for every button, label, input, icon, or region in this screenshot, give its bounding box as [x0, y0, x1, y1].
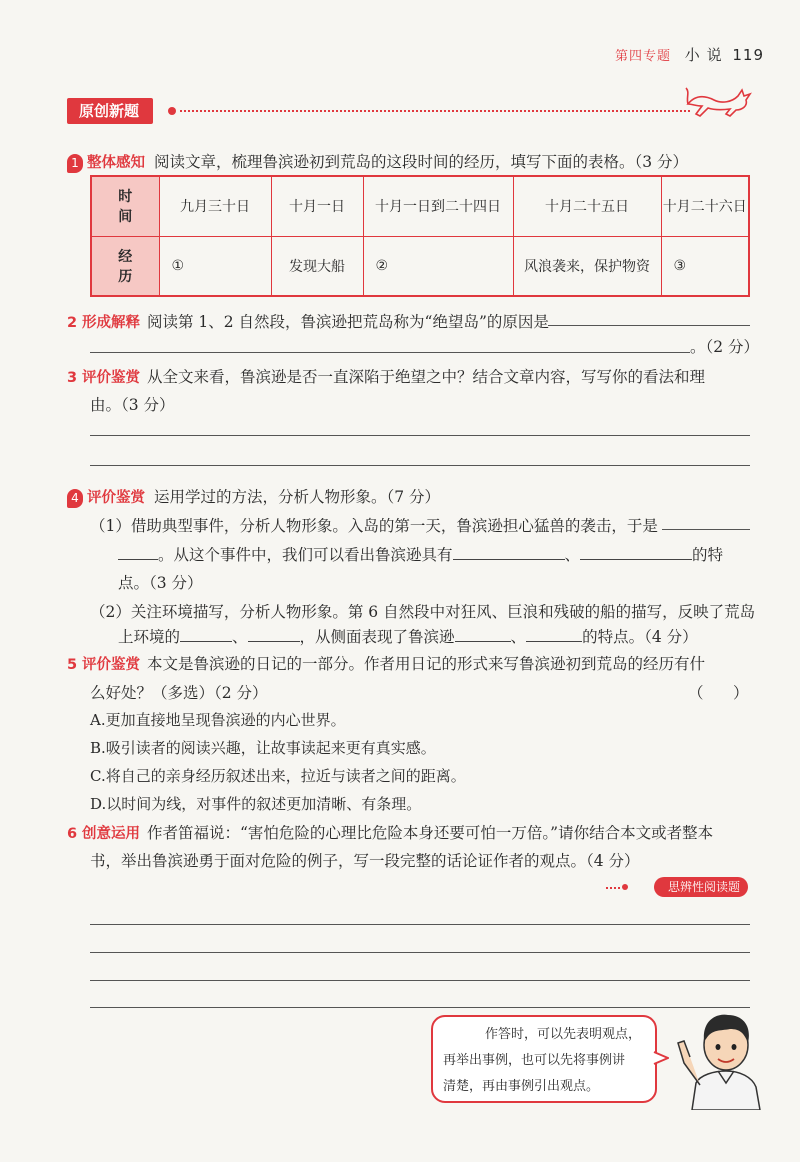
page-number: 119: [732, 46, 764, 64]
banner-dot: [168, 107, 176, 115]
tag-dotted-line: [606, 887, 620, 889]
q2-answer-line[interactable]: [90, 352, 690, 353]
q4-blank[interactable]: [180, 626, 232, 642]
answer-blank-1[interactable]: ①: [159, 236, 271, 296]
q4-blank[interactable]: [453, 544, 565, 560]
page-header: [615, 44, 764, 65]
q5-text-line2: 么好处？（多选）（2 分）: [90, 684, 268, 702]
q4-blank[interactable]: [580, 544, 692, 560]
table-cell: 十月一日到二十四日: [363, 176, 513, 236]
q5-number: 5: [67, 657, 78, 673]
question-3: [67, 365, 705, 387]
table-cell: 风浪袭来，保护物资: [513, 236, 661, 296]
q4-answer-line[interactable]: [662, 529, 750, 530]
q2-answer-line[interactable]: [548, 325, 750, 326]
table-header-experience: 经 历: [91, 236, 159, 296]
section-banner: 原创新题: [67, 98, 153, 124]
q6-answer-line[interactable]: [90, 924, 750, 925]
q3-number: 3: [67, 370, 78, 386]
banner-dotted-line: [180, 110, 690, 112]
table-cell: 十月一日: [271, 176, 363, 236]
q6-answer-line[interactable]: [90, 952, 750, 953]
question-2: [67, 310, 549, 332]
critical-reading-tag: 思辨性阅读题: [654, 877, 748, 897]
q1-number: 1: [67, 154, 83, 173]
experience-table: [90, 175, 750, 297]
option-a[interactable]: A.更加直接地呈现鲁滨逊的内心世界。: [90, 711, 346, 729]
q4-part2-line1: （2）关注环境描写，分析人物形象。第 6 自然段中对狂风、巨浪和残破的船的描写，反映了荒岛: [90, 603, 756, 621]
q4-part2-line2: 上环境的 、 ，从侧面表现了鲁滨逊 、 的特点。（4 分）: [118, 628, 698, 646]
q1-label: 整体感知: [87, 155, 145, 171]
running-cat-icon: [684, 82, 754, 122]
q2-text: 阅读第 1、2 自然段，鲁滨逊把荒岛称为“绝望岛”的原因是: [146, 313, 549, 331]
q1-text: 阅读文章，梳理鲁滨逊初到荒岛的这段时间的经历，填写下面的表格。（3 分）: [153, 153, 688, 171]
q5-answer-paren[interactable]: （ ）: [688, 684, 749, 702]
tag-dot: [622, 884, 628, 890]
q6-label: 创意运用: [82, 826, 141, 842]
question-5: [67, 652, 705, 674]
boy-pointing-icon: [670, 1005, 770, 1110]
q6-text: 作者笛福说：“害怕危险的心理比危险本身还要可怕一万倍。”请你结合本文或者整本: [146, 824, 714, 842]
q4-blank[interactable]: [118, 544, 158, 560]
q2-number: 2: [67, 315, 78, 331]
question-6: [67, 821, 713, 843]
q4-part1-line2: 。从这个事件中，我们可以看出鲁滨逊具有 、 的特: [118, 543, 723, 565]
q4-blank[interactable]: [455, 626, 511, 642]
answer-blank-2[interactable]: ②: [363, 236, 513, 296]
table-cell: 发现大船: [271, 236, 363, 296]
table-row-experience: [91, 236, 749, 296]
question-4: [67, 485, 440, 508]
q2-end: 。（2 分）: [690, 338, 760, 356]
header-section: 小 说: [684, 46, 723, 64]
table-cell: 九月三十日: [159, 176, 271, 236]
option-d[interactable]: D.以时间为线，对事件的叙述更加清晰、有条理。: [90, 795, 422, 813]
table-cell: 十月二十五日: [513, 176, 661, 236]
q3-answer-line[interactable]: [90, 435, 750, 436]
q4-blank[interactable]: [248, 626, 300, 642]
q4-text: 运用学过的方法，分析人物形象。（7 分）: [153, 488, 440, 506]
tip-line: 作答时，可以先表明观点，: [484, 1027, 641, 1042]
q6-answer-line[interactable]: [90, 1007, 750, 1008]
q3-text-line2: 由。（3 分）: [90, 396, 175, 414]
q3-answer-line[interactable]: [90, 465, 750, 466]
q6-answer-line[interactable]: [90, 980, 750, 981]
table-cell: 十月二十六日: [661, 176, 749, 236]
q6-number: 6: [67, 826, 78, 842]
answer-blank-3[interactable]: ③: [661, 236, 749, 296]
q4-blank[interactable]: [526, 626, 582, 642]
table-header-time: 时 间: [91, 176, 159, 236]
table-row-time: [91, 176, 749, 236]
q5-label: 评价鉴赏: [82, 657, 141, 673]
q4-number: 4: [67, 489, 83, 508]
tip-bubble: [431, 1015, 657, 1103]
tip-line: 再举出事例，也可以先将事例讲: [443, 1053, 626, 1068]
tip-line: 清楚，再由事例引出观点。: [443, 1079, 600, 1094]
bubble-tail-icon: [653, 1050, 669, 1066]
q5-text: 本文是鲁滨逊的日记的一部分。作者用日记的形式来写鲁滨逊初到荒岛的经历有什: [146, 655, 705, 673]
q4-part1-line3: 点。（3 分）: [118, 574, 203, 592]
q4-part1-line1: （1）借助典型事件，分析人物形象。入岛的第一天，鲁滨逊担心猛兽的袭击，于是: [90, 517, 658, 535]
q3-label: 评价鉴赏: [82, 370, 141, 386]
q3-text: 从全文来看，鲁滨逊是否一直深陷于绝望之中？结合文章内容，写写你的看法和理: [146, 368, 705, 386]
option-b[interactable]: B.吸引读者的阅读兴趣，让故事读起来更有真实感。: [90, 739, 436, 757]
q2-label: 形成解释: [82, 315, 141, 331]
header-topic: 第四专题: [615, 49, 672, 64]
q6-text-line2: 书，举出鲁滨逊勇于面对危险的例子，写一段完整的话论证作者的观点。（4 分）: [90, 852, 640, 870]
q4-label: 评价鉴赏: [87, 490, 145, 506]
question-1: [67, 150, 688, 173]
option-c[interactable]: C.将自己的亲身经历叙述出来，拉近与读者之间的距离。: [90, 767, 466, 785]
